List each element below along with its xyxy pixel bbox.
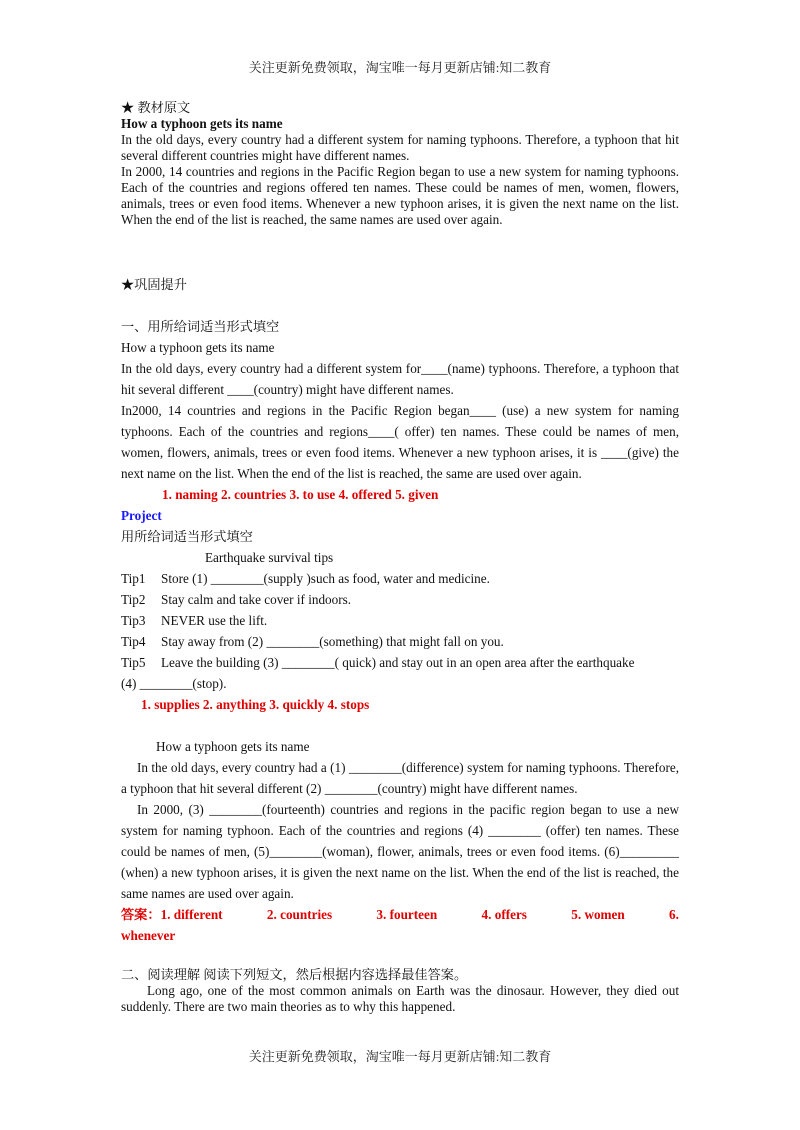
spacer bbox=[121, 228, 679, 274]
spacer bbox=[121, 715, 679, 736]
tip-item bbox=[121, 631, 679, 652]
answer-text: 1. different bbox=[160, 907, 223, 922]
answer-key: 1. supplies 2. anything 3. quickly 4. stops bbox=[141, 697, 370, 712]
exercise-title-fill-in: 一、用所给词适当形式填空 bbox=[121, 319, 280, 334]
tip-item bbox=[121, 589, 679, 610]
tip-number: Tip3 bbox=[121, 613, 146, 628]
answer-label: 答案： bbox=[121, 907, 161, 922]
spacer bbox=[121, 946, 679, 967]
original-text-paragraph: In 2000, 14 countries and regions in the Pacific Region began to use a new system for naming typhoons. Each of the countries and regions offered ten names. These could be names of men, women, flowers, animals, trees or even food items. Whenever a new typhoon arises, it is given the next name on the list. When the end of the list is reached, the same names are used over again. bbox=[121, 164, 679, 227]
tip-number: Tip1 bbox=[121, 571, 146, 586]
answer-key: 1. naming 2. countries 3. to use 4. offered 5. given bbox=[162, 487, 439, 502]
answer-item: 3. fourteen bbox=[376, 907, 438, 922]
exercise-paragraph: In the old days, every country had a (1) ________(difference) system for naming typhoons. Therefore, a typhoon that hit several different (2) ________(country) might have different names. bbox=[121, 760, 679, 796]
answer-item bbox=[121, 904, 223, 925]
original-text-paragraph: In the old days, every country had a different system for naming typhoons. Therefore, a typhoon that hit several different countries might have different names. bbox=[121, 132, 679, 163]
answer-item: 6. bbox=[669, 907, 679, 922]
tip-continuation: (4) ________(stop). bbox=[121, 676, 227, 691]
tip-number: Tip5 bbox=[121, 655, 146, 670]
exercise-paragraph: In2000, 14 countries and regions in the Pacific Region began____ (use) a new system for naming typhoons. Each of the countries and regions____( offer) ten names. These could be names of men, women, flowers, animals, trees or even food items. Whenever a new typhoon arises, it is ____(give) the next name on the list. When the end of the list is reached, the same are used over again. bbox=[121, 403, 679, 481]
answer-key bbox=[121, 904, 679, 925]
project-label: Project bbox=[121, 508, 162, 523]
tip-text: Leave the building (3) ________( quick) and stay out in an open area after the earthquake bbox=[161, 655, 635, 670]
tip-text: Store (1) ________(supply )such as food, water and medicine. bbox=[161, 571, 490, 586]
spacer bbox=[121, 295, 679, 316]
answer-item: 4. offers bbox=[481, 907, 527, 922]
page-footer: 关注更新免费领取，淘宝唯一每月更新店铺:知二教育 bbox=[248, 1049, 552, 1064]
project-title: Earthquake survival tips bbox=[205, 550, 334, 565]
tip-item bbox=[121, 568, 679, 589]
tip-text: NEVER use the lift. bbox=[161, 613, 268, 628]
answer-continuation: whenever bbox=[121, 928, 176, 943]
exercise-paragraph: In the old days, every country had a different system for____(name) typhoons. Therefore, a typhoon that hit several different ____(country) might have different names. bbox=[121, 361, 679, 397]
original-text-title: How a typhoon gets its name bbox=[121, 116, 283, 131]
section-heading-original-text: ★ 教材原文 bbox=[121, 100, 191, 115]
section-heading-consolidation: ★巩固提升 bbox=[121, 277, 187, 292]
project-instruction: 用所给词适当形式填空 bbox=[121, 529, 253, 544]
section-heading-reading: 二、阅读理解 阅读下列短文，然后根据内容选择最佳答案。 bbox=[121, 967, 468, 982]
tip-text: Stay away from (2) ________(something) that might fall on you. bbox=[161, 634, 504, 649]
tip-number: Tip2 bbox=[121, 592, 146, 607]
tip-item bbox=[121, 610, 679, 631]
answer-item: 2. countries bbox=[266, 907, 333, 922]
tip-item bbox=[121, 652, 679, 673]
exercise-story-title: How a typhoon gets its name bbox=[121, 340, 275, 355]
page-header: 关注更新免费领取，淘宝唯一每月更新店铺:知二教育 bbox=[248, 60, 552, 75]
tip-number: Tip4 bbox=[121, 634, 146, 649]
tip-text: Stay calm and take cover if indoors. bbox=[161, 592, 352, 607]
document-body bbox=[121, 100, 679, 1015]
answer-item: 5. women bbox=[571, 907, 625, 922]
exercise-paragraph: In 2000, (3) ________(fourteenth) countries and regions in the pacific region began to use a new system for naming typhoon. Each of the countries and regions (4) ________ (offer) ten names. These could be names of men, (5)________(woman), flower, animals, trees or even food items. (6)_________ (when) a new typhoon arises, it is given the next name on the list. When the end of the list is reached, the same names are used over again. bbox=[121, 802, 679, 901]
exercise-story-title: How a typhoon gets its name bbox=[156, 739, 310, 754]
reading-paragraph: Long ago, one of the most common animals on Earth was the dinosaur. However, they died out suddenly. There are two main theories as to why this happened. bbox=[121, 983, 679, 1014]
